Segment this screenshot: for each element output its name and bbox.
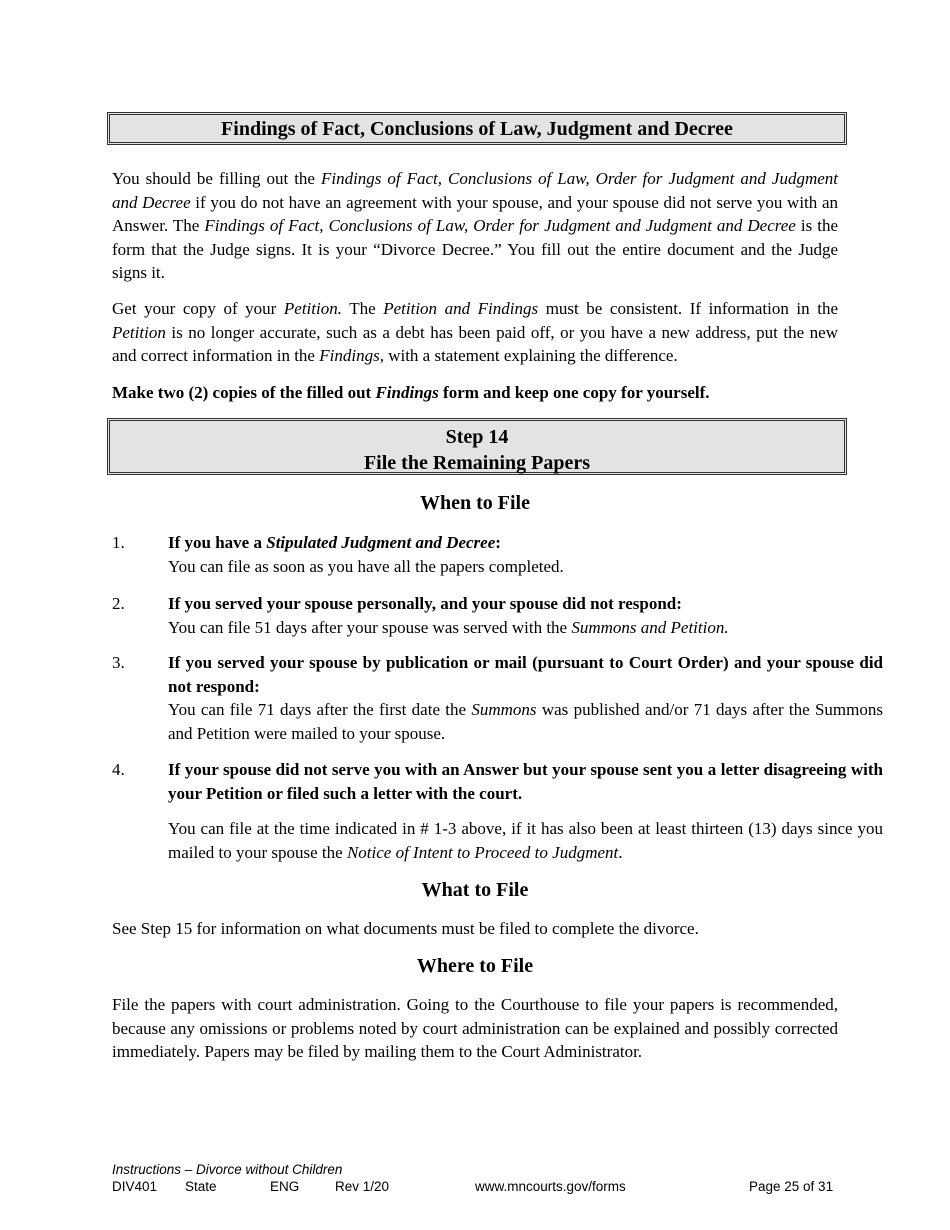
text-run: Petition [112, 322, 166, 342]
list-item [168, 651, 883, 745]
list-number: 4. [112, 760, 125, 779]
footer-language: ENG [270, 1179, 300, 1194]
text-run: You can file 71 days after the first date the [168, 700, 472, 719]
list-number: 1. [112, 533, 125, 552]
what-to-file-heading: What to File [421, 879, 529, 901]
text-run: Findings [319, 346, 380, 365]
section-title-box [107, 112, 847, 145]
step-title: File the Remaining Papers [363, 452, 591, 474]
text-run: If your spouse did not serve you with an Answer but your spouse sent you a letter disagreeing with your Petition or filed such a letter with the court. [168, 760, 883, 803]
copies-instruction [112, 381, 838, 405]
text-run: Make two (2) copies of the filled out [112, 383, 376, 402]
text-run: Get your copy of your [112, 299, 284, 318]
where-to-file-heading: Where to File [416, 955, 534, 977]
footer-url[interactable]: www.mncourts.gov/forms [475, 1179, 626, 1194]
text-run: is the form that the Judge signs. It is your “Divorce Decree.” You fill out the entire document and the Judge signs it. [112, 216, 839, 282]
text-run: You can file as soon as you have all the papers completed. [168, 556, 564, 576]
text-run: . [618, 842, 623, 862]
list-item [168, 592, 883, 639]
list-item-condition [168, 592, 883, 616]
text-run: The [341, 299, 384, 318]
text-run: form and keep one copy for yourself. [438, 383, 710, 402]
text-run: if you do not have an agreement with your spouse, and your spouse did not serve you with an Answer. The [112, 192, 838, 235]
list-item-condition [168, 531, 883, 555]
text-run: : [495, 533, 501, 552]
where-to-file-text: File the papers with court administration. Going to the Courthouse to file your papers is recommended, because any omissions or problems noted by court administration can be explained and possibly corrected immediately. Papers may be filed by mailing them to the Court Administrator. [112, 995, 838, 1061]
text-run: Findings of Fact, Conclusions of Law, Order for Judgment and Judgment and Decree [112, 169, 838, 212]
footer-revision: Rev 1/20 [335, 1179, 390, 1194]
list-item-condition [168, 651, 883, 698]
text-run: Summons and Petition. [571, 617, 729, 637]
text-run: Petition. [283, 299, 342, 318]
petition-paragraph [112, 297, 838, 368]
text-run: You should be filling out the [112, 169, 321, 188]
text-run: Notice of Intent to Proceed to Judgment [346, 842, 619, 862]
list-item-condition [168, 758, 883, 805]
list-item-text [168, 817, 883, 864]
footer-title: Instructions – Divorce without Children [112, 1162, 343, 1177]
text-run: Summons [471, 700, 537, 719]
when-to-file-heading: When to File [420, 492, 530, 514]
text-run: was published and/or 71 days after the Summons and Petition were mailed to your spouse. [168, 700, 883, 743]
text-run: , with a statement explaining the difference. [379, 346, 678, 365]
text-run: Petition and Findings [383, 299, 539, 318]
list-number: 2. [112, 594, 125, 613]
text-run: is no longer accurate, such as a debt has been paid off, or you have a new address, put the new and correct information in the [112, 322, 838, 365]
step-box [107, 418, 847, 475]
text-run: You can file at the time indicated in # 1-3 above, if it has also been at least thirteen (13) days since you mailed to your spouse the [168, 819, 883, 862]
footer-state: State [185, 1179, 217, 1194]
list-item-text [168, 616, 883, 640]
text-run: You can file 51 days after your spouse was served with the [168, 617, 572, 637]
list-item-text [168, 698, 883, 745]
footer-page-number: Page 25 of 31 [749, 1179, 834, 1194]
text-run: If you served your spouse by publication or mail (pursuant to Court Order) and your spouse did not respond: [168, 653, 883, 696]
text-run: If you have a [168, 533, 267, 552]
intro-paragraph [112, 167, 838, 285]
section-title: Findings of Fact, Conclusions of Law, Judgment and Decree [221, 118, 733, 140]
text-run: If you served your spouse personally, and your spouse did not respond: [168, 594, 682, 613]
list-item-text [168, 555, 883, 579]
what-to-file-text: See Step 15 for information on what documents must be filed to complete the divorce. [112, 919, 699, 938]
list-item [168, 531, 883, 578]
text-run: Findings [375, 383, 439, 402]
text-run: Findings of Fact, Conclusions of Law, Order for Judgment and Judgment and Decree [204, 216, 796, 235]
text-run: Stipulated Judgment and Decree [266, 533, 496, 552]
text-run: must be consistent. If information in the [538, 299, 838, 318]
footer-form-number: DIV401 [112, 1179, 158, 1194]
step-number: Step 14 [445, 426, 509, 448]
list-number: 3. [112, 653, 125, 672]
list-item [168, 758, 883, 864]
